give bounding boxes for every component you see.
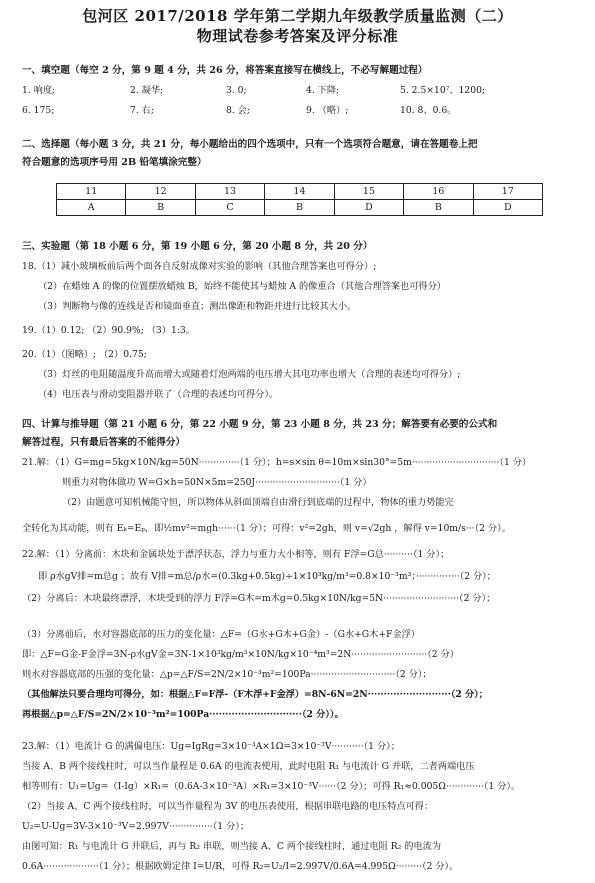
section4-heading: 四、计算与推导题（第 21 小题 6 分，第 22 小题 9 分，第 23 小题 8 分，共 23 分；解答要有必要的公式和 <box>22 419 498 430</box>
q22-line4: （3）分离前后，水对容器底部的压力的变化量：△F=（G水+G木+G金）-（G水+G木+F金浮） <box>22 629 420 640</box>
q23-line2: 当接 A、B 两个接线柱时，可以当作量程是 0.6A 的电流表使用，此时电阻 R₁ 与电流计 G 并联，二者两端电压 <box>22 761 475 772</box>
question-number-cell: 11 <box>57 184 126 200</box>
q22-line3: （2）分离后：木块最终漂浮，木块受到的浮力 F浮=G木=m木g=0.5kg×10N/kg=5N··························（2 分）； <box>22 593 496 604</box>
answer-item: 2. 凝华; <box>130 85 164 96</box>
section2-heading: 二、选择题（每小题 3 分，共 21 分，每小题给出的四个选项中，只有一个选项符合题意，请在答题卷上把 <box>22 139 478 150</box>
q22-line8: 再根据△p=△F/S=2N/2×10⁻³m²=100Pa·····························（2 分））。 <box>22 709 344 720</box>
q23-line1: 23.解：（1）电流计 G 的满偏电压：Ug=IgRg=3×10⁻³A×1Ω=3×10⁻³V···········（1 分）； <box>22 741 400 752</box>
answer-item: 10. 8、0.6。 <box>400 105 457 116</box>
q21-line3: （2）由题意可知机械能守恒，所以物体从斜面顶端自由滑行到底端的过程中，物体的重力势能完 <box>62 497 454 508</box>
section3-heading: 三、实验题（第 18 小题 6 分，第 19 小题 6 分，第 20 小题 8 分，共 20 分） <box>22 241 373 252</box>
answer-cell: B <box>265 200 334 216</box>
answer-item: 4. 下降; <box>306 85 340 96</box>
q23-line3: 相等则有：U₁=Ug=（I-Ig）×R₁=（0.6A-3×10⁻³A）×R₁=3×10⁻³V······（2 分）；可得 R₁≈0.005Ω·············（1 分）。 <box>22 781 521 792</box>
q22-line1: 22.解：（1）分离前：木块和金属块处于漂浮状态，浮力与重力大小相等，则有 F浮=G总··········（1 分）； <box>22 549 450 560</box>
page-subtitle: 物理试卷参考答案及评分标准 <box>196 27 399 45</box>
table-row <box>57 184 543 200</box>
q22-line2: 即 ρ水gV排=m总g ；故有 V排=m总/ρ水=(0.3kg+0.5kg)÷1×10³kg/m³=0.8×10⁻³m³；···············（2 分）； <box>38 571 496 582</box>
q19: 19.（1）0.12; （2）90.9%; （3）1:3。 <box>22 325 195 336</box>
page-title: 包河区 2017/2018 学年第二学期九年级教学质量监测（二） <box>82 7 513 25</box>
q18-part1: 18.（1）减小玻璃板前后两个面各自反射成像对实验的影响（其他合理答案也可得分）; <box>22 261 377 272</box>
q18-part2: （2）在蜡烛 A 的像的位置摆放蜡烛 B，始终不能使其与蜡烛 A 的像重合（其他合理答案也可得分） <box>38 281 446 292</box>
q20-part4: （4）电压表与滑动变阻器并联了（合理的表述均可得分）。 <box>38 389 279 400</box>
q21-line1: 21.解：（1）G=mg=5kg×10N/kg=50N··············（1 分）；h=s×sin θ=10m×sin30°=5m······························（1 分） <box>22 457 532 468</box>
answer-item: 8. 会; <box>226 105 250 116</box>
q23-line6: 由图可知：R₁ 与电流计 G 并联后，再与 R₂ 串联，则当接 A、C 两个接线柱时，通过电阻 R₂ 的电流为 <box>22 841 442 852</box>
question-number-cell: 14 <box>265 184 334 200</box>
question-number-cell: 15 <box>334 184 403 200</box>
q21-line4: 全转化为其动能，则有 Eₖ=Eₚ，即½mv²=mgh······（1 分）；可得：v²=2gh，则 v=√2gh ，解得 v=10m/s···（2 分）。 <box>22 523 511 534</box>
answer-cell: C <box>195 200 264 216</box>
q21-line2: 则重力对物体做功 W=G×h=50N×5m=250J·····························（1 分） <box>62 477 372 488</box>
answer-cell: D <box>473 200 542 216</box>
question-number-cell: 16 <box>404 184 473 200</box>
q22-line7: （其他解法只要合理均可得分，如：根据△F=F浮-（F木浮+F金浮）=8N-6N=2N··························（2 分）； <box>22 689 488 700</box>
answer-item: 7. 右; <box>130 105 154 116</box>
q23-line5: U₂=U-Ug=3V-3×10⁻³V=2.997V···············（1 分）； <box>22 821 250 832</box>
section4-heading-cont: 解答过程，只有最后答案的不能得分） <box>22 437 186 448</box>
table-row <box>57 200 543 216</box>
answer-item: 1. 响度; <box>22 85 56 96</box>
answer-item: 5. 2.5×10⁷、1200; <box>400 85 486 96</box>
answer-item: 9. （略）; <box>306 105 349 116</box>
q22-line6: 则水对容器底部的压强的变化量：△p=△F/S=2N/2×10⁻³m²=100Pa·····························（2 分）； <box>22 669 432 680</box>
section2-heading-cont: 符合题意的选项序号用 2B 铅笔填涂完整） <box>22 157 207 168</box>
q22-line5: 即：△F=G金-F金浮=3N-ρ水gV金=3N-1×10³kg/m³×10N/kg×10⁻⁴m³=2N··························（2 分） <box>22 649 459 660</box>
answer-cell: A <box>57 200 126 216</box>
q23-line7: 0.6A···················（1 分）；根据欧姆定律 I=U/R，可得 R₂=U₂/I=2.997V/0.6A=4.995Ω·········（2 分）。 <box>22 861 459 872</box>
q23-line4: （2）当接 A、C 两个接线柱时，可以当作量程为 3V 的电压表使用，根据串联电路的电压特点可得： <box>22 801 434 812</box>
question-number-cell: 13 <box>195 184 264 200</box>
answer-item: 6. 175; <box>22 105 55 116</box>
answer-cell: B <box>404 200 473 216</box>
choice-answer-table <box>56 183 543 216</box>
answer-cell: B <box>126 200 195 216</box>
section1-heading: 一、填空题（每空 2 分，第 9 题 4 分，共 26 分，将答案直接写在横线上，不必写解题过程） <box>22 65 428 76</box>
question-number-cell: 12 <box>126 184 195 200</box>
q20-part1: 20.（1）（图略）; （2）0.75; <box>22 349 147 360</box>
answer-item: 3. 0; <box>226 85 247 96</box>
q18-part3: （3）判断物与像的连线是否和镜面垂直；测出像距和物距并进行比较其大小。 <box>38 301 357 312</box>
q20-part3: （3）灯丝的电阻随温度升高而增大或随着灯泡两端的电压增大其电功率也增大（合理的表述均可得分）; <box>38 369 461 380</box>
question-number-cell: 17 <box>473 184 542 200</box>
answer-cell: D <box>334 200 403 216</box>
